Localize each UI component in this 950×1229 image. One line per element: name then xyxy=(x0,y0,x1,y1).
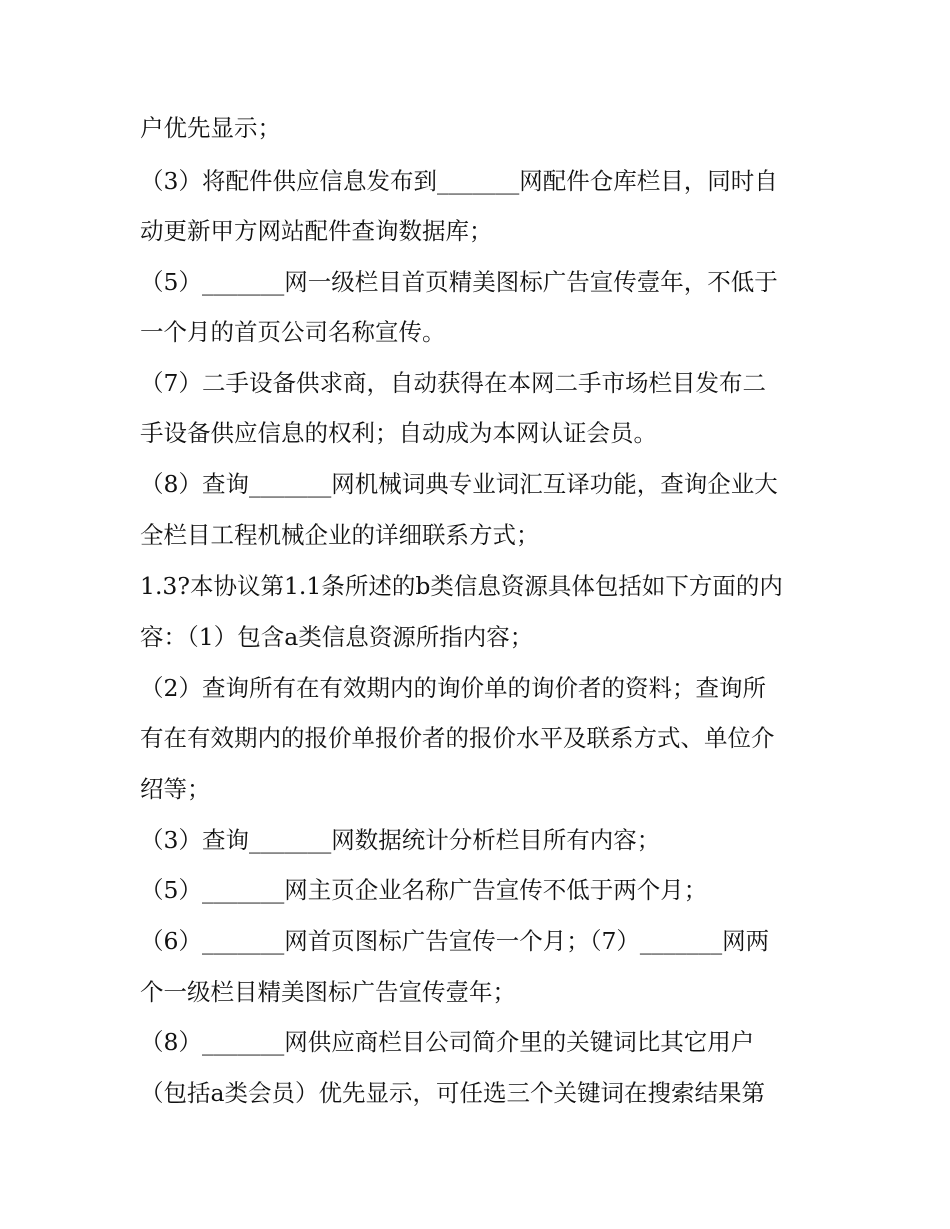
text-line: （8）查询_______网机械词典专业词汇互译功能，查询企业大 xyxy=(140,470,778,498)
text-line: （包括a类会员）优先显示，可任选三个关键词在搜索结果第 xyxy=(140,1079,766,1107)
text-line: 个一级栏目精美图标广告宣传壹年； xyxy=(140,978,516,1006)
text-line: 一个月的首页公司名称宣传。 xyxy=(140,318,446,346)
text-line: 动更新甲方网站配件查询数据库； xyxy=(140,217,493,245)
text-line: 绍等； xyxy=(140,775,211,803)
text-line: （3）查询_______网数据统计分析栏目所有内容； xyxy=(140,826,661,854)
text-line: 有在有效期内的报价单报价者的报价水平及联系方式、单位介 xyxy=(140,724,775,752)
text-line: （7）二手设备供求商，自动获得在本网二手市场栏目发布二 xyxy=(140,369,766,397)
text-line: （5）_______网一级栏目首页精美图标广告宣传壹年，不低于 xyxy=(140,268,778,296)
text-line: （2）查询所有在有效期内的询价单的询价者的资料；查询所 xyxy=(140,674,766,702)
text-line: 全栏目工程机械企业的详细联系方式； xyxy=(140,521,540,549)
text-line: 手设备供应信息的权利；自动成为本网认证会员。 xyxy=(140,419,657,447)
text-line: （6）_______网首页图标广告宣传一个月；（7）_______网两 xyxy=(140,927,770,955)
text-line: （3）将配件供应信息发布到_______网配件仓库栏目，同时自 xyxy=(140,167,778,195)
text-line: 户优先显示； xyxy=(140,114,281,142)
text-line: 容：（1）包含a类信息资源所指内容； xyxy=(140,623,534,651)
text-line: 1.3?本协议第1.1条所述的b类信息资源具体包括如下方面的内 xyxy=(140,572,783,600)
text-line: （5）_______网主页企业名称广告宣传不低于两个月； xyxy=(140,876,708,904)
text-line: （8）_______网供应商栏目公司简介里的关键词比其它用户 xyxy=(140,1028,755,1056)
